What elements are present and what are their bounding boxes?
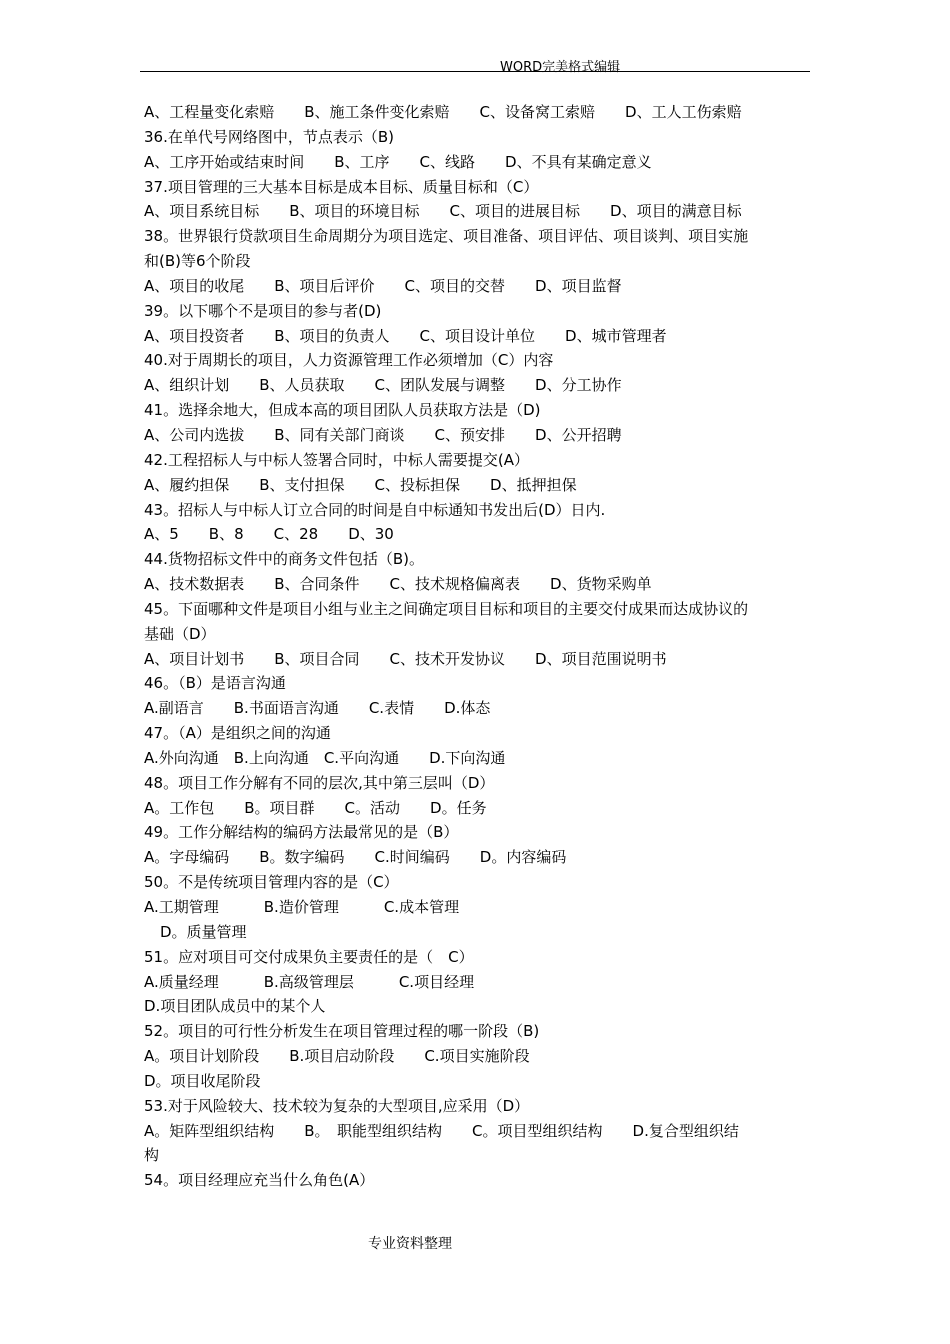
question-line: 47。（A）是组织之间的沟通 bbox=[144, 724, 331, 743]
question-line: 37.项目管理的三大基本目标是成本目标、质量目标和（C） bbox=[144, 177, 539, 196]
options-line: A。工作包 B。项目群 C。活动 D。任务 bbox=[144, 798, 487, 817]
options-line: 构 bbox=[144, 1146, 160, 1165]
question-list bbox=[144, 100, 816, 1193]
question-line: 40.对于周期长的项目，人力资源管理工作必须增加（C）内容 bbox=[144, 351, 554, 370]
options-line: A。字母编码 B。数字编码 C.时间编码 D。内容编码 bbox=[144, 848, 567, 867]
options-line: A.外向沟通 B.上向沟通 C.平向沟通 D.下向沟通 bbox=[144, 748, 506, 767]
options-line: A、公司内选拔 B、同有关部门商谈 C、预安排 D、公开招聘 bbox=[144, 425, 622, 444]
question-line: 和(B)等6个阶段 bbox=[144, 252, 251, 271]
question-line: 39。以下哪个不是项目的参与者(D) bbox=[144, 301, 382, 320]
question-line: 50。不是传统项目管理内容的是（C） bbox=[144, 873, 399, 892]
options-line: A、项目系统目标 B、项目的环境目标 C、项目的进展目标 D、项目的满意目标 bbox=[144, 202, 742, 221]
header-divider bbox=[140, 71, 810, 72]
question-line: 基础（D） bbox=[144, 624, 216, 643]
options-line: A、项目计划书 B、项目合同 C、技术开发协议 D、项目范围说明书 bbox=[144, 649, 667, 668]
question-line: 54。项目经理应充当什么角色(A） bbox=[144, 1171, 375, 1190]
options-line: A、履约担保 B、支付担保 C、投标担保 D、抵押担保 bbox=[144, 475, 577, 494]
question-line: 49。工作分解结构的编码方法最常见的是（B） bbox=[144, 823, 459, 842]
page-header-title: WORD完美格式编辑 bbox=[500, 60, 621, 75]
question-line: 45。下面哪种文件是项目小组与业主之间确定项目目标和项目的主要交付成果而达成协议的 bbox=[144, 599, 749, 618]
options-line: A。项目计划阶段 B.项目启动阶段 C.项目实施阶段 bbox=[144, 1047, 530, 1066]
question-line: 48。项目工作分解有不同的层次,其中第三层叫（D） bbox=[144, 773, 495, 792]
question-line: 51。应对项目可交付成果负主要责任的是（ C） bbox=[144, 947, 474, 966]
question-line: 46。（B）是语言沟通 bbox=[144, 674, 286, 693]
text-line: A、工程量变化索赔 B、施工条件变化索赔 C、设备窝工索赔 D、工人工伤索赔 bbox=[144, 103, 742, 121]
options-line: A、组织计划 B、人员获取 C、团队发展与调整 D、分工协作 bbox=[144, 376, 622, 395]
question-line: 41。选择余地大，但成本高的项目团队人员获取方法是（D) bbox=[144, 401, 541, 420]
page-footer: 专业资料整理 bbox=[368, 1236, 452, 1252]
options-line: A.质量经理 B.高级管理层 C.项目经理 bbox=[144, 972, 475, 991]
question-line: 38。世界银行贷款项目生命周期分为项目选定、项目准备、项目评估、项目谈判、项目实施 bbox=[144, 227, 749, 246]
options-line: D。质量管理 bbox=[160, 922, 247, 941]
question-line: 42.工程招标人与中标人签署合同时，中标人需要提交(A） bbox=[144, 450, 529, 469]
options-line: A、工序开始或结束时间 B、工序 C、线路 D、不具有某确定意义 bbox=[144, 152, 652, 171]
question-line: 43。招标人与中标人订立合同的时间是自中标通知书发出后(D）日内. bbox=[144, 500, 606, 519]
options-line: D.项目团队成员中的某个人 bbox=[144, 997, 326, 1016]
question-line: 36.在单代号网络图中，节点表示（B) bbox=[144, 127, 394, 146]
question-line: 53.对于风险较大、技术较为复杂的大型项目,应采用（D） bbox=[144, 1096, 530, 1115]
options-line: A、项目投资者 B、项目的负责人 C、项目设计单位 D、城市管理者 bbox=[144, 326, 667, 345]
options-line: A、项目的收尾 B、项目后评价 C、项目的交替 D、项目监督 bbox=[144, 276, 622, 295]
options-line: A、技术数据表 B、合同条件 C、技术规格偏离表 D、货物采购单 bbox=[144, 575, 652, 594]
question-line: 44.货物招标文件中的商务文件包括（B)。 bbox=[144, 550, 424, 569]
options-line: A、5 B、8 C、28 D、30 bbox=[144, 525, 394, 544]
question-line: 52。项目的可行性分析发生在项目管理过程的哪一阶段（B) bbox=[144, 1022, 540, 1041]
options-line: D。项目收尾阶段 bbox=[144, 1071, 261, 1090]
options-line: A.副语言 B.书面语言沟通 C.表情 D.体态 bbox=[144, 699, 491, 718]
options-line: A。矩阵型组织结构 B。 职能型组织结构 C。项目型组织结构 D.复合型组织结 bbox=[144, 1121, 739, 1140]
options-line: A.工期管理 B.造价管理 C.成本管理 bbox=[144, 898, 460, 916]
